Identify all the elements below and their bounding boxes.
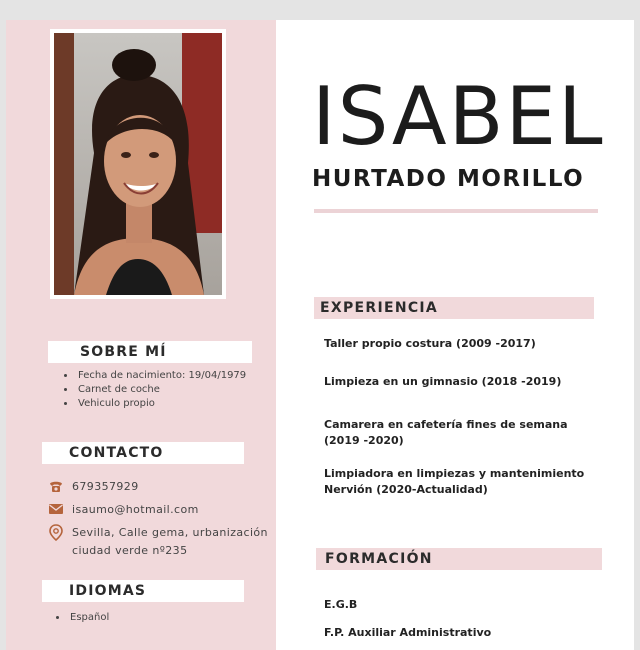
languages-list [54,611,109,625]
profile-photo [50,29,226,299]
about-item: • Fecha de nacimiento: 19/04/1979 [76,369,246,383]
education-item: E.G.B [324,598,358,611]
contact-phone [48,478,248,496]
last-name: HURTADO MORILLO [312,166,585,192]
name-divider [314,209,598,213]
contact-email [48,501,248,519]
language-item: • Español [68,611,109,625]
contact-heading: CONTACTO [42,442,244,464]
email-address[interactable]: isaumo@hotmail.com [72,503,199,516]
about-item: • Vehiculo propio [76,397,246,411]
experience-item [324,417,604,449]
experience-item-line: Limpieza en un gimnasio (2018 -2019) [324,375,562,388]
first-name: ISABEL [312,70,605,163]
contact-address [48,524,278,564]
experience-item-line: Taller propio costura (2009 -2017) [324,337,536,350]
experience-item [324,466,604,498]
phone-number: 679357929 [72,480,139,493]
experience-heading: EXPERIENCIA [314,297,594,319]
phone-icon [48,478,64,500]
location-pin-icon [48,524,64,548]
about-item: • Carnet de coche [76,383,246,397]
envelope-icon [48,501,64,523]
about-heading: SOBRE MÍ [48,341,252,363]
experience-item-line: Limpiadora en limpiezas y mantenimiento [324,467,585,480]
experience-item [324,336,604,352]
experience-item-line: Nervión (2020-Actualidad) [324,483,488,496]
experience-item-line: (2019 -2020) [324,434,404,447]
education-item: F.P. Auxiliar Administrativo [324,626,492,639]
experience-item-line: Camarera en cafetería fines de semana [324,418,568,431]
address-line-1: Sevilla, Calle gema, urbanización [72,526,268,539]
address-line-2: ciudad verde nº235 [72,544,188,557]
about-list [62,369,246,411]
languages-heading: IDIOMAS [42,580,244,602]
education-heading: FORMACIÓN [316,548,602,570]
experience-item [324,374,604,390]
